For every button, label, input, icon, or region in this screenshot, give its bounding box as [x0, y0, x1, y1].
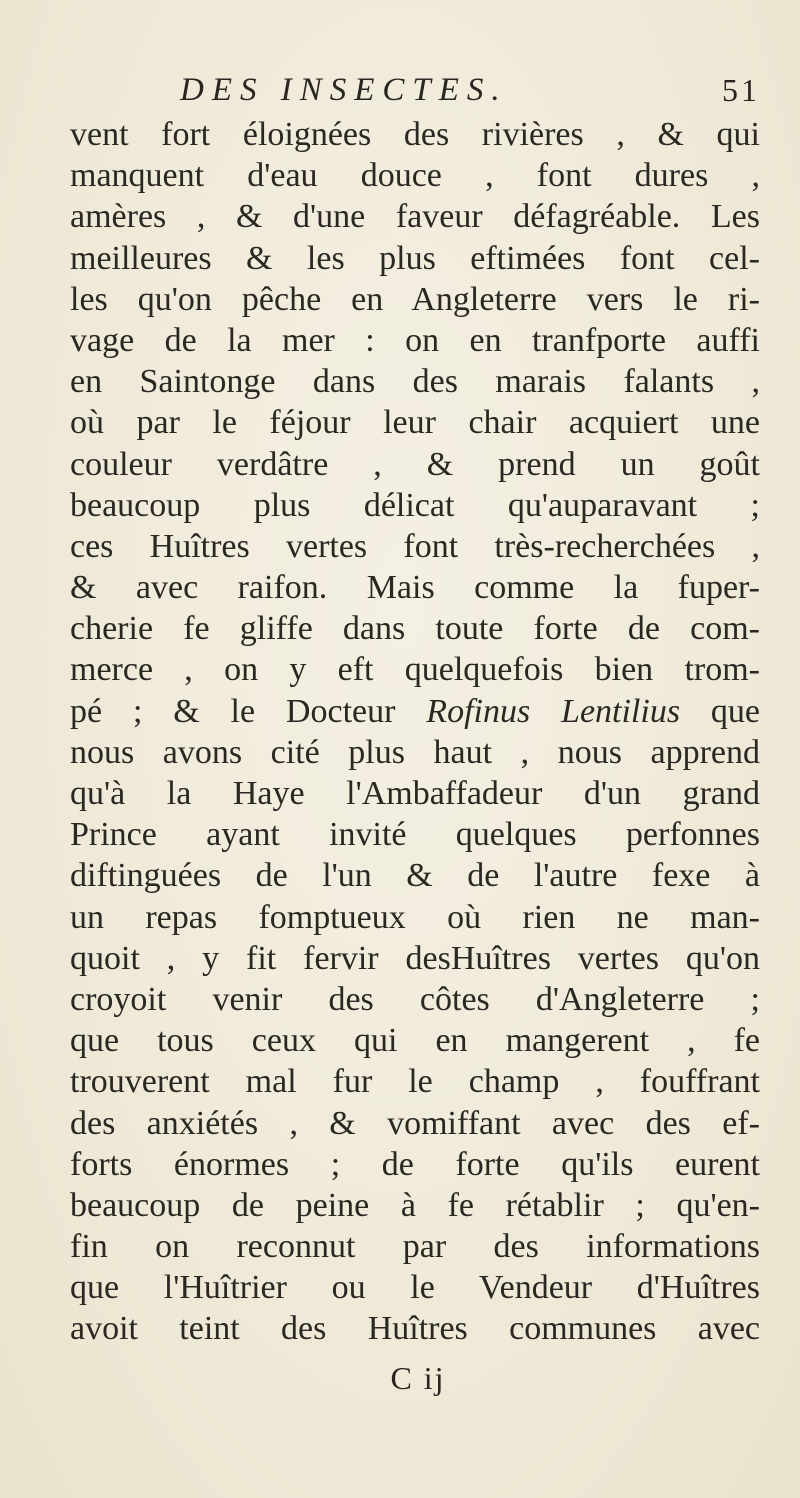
text-line: ces Huîtres vertes font très-recherchées ,: [70, 527, 760, 565]
text-line: avoit teint des Huîtres communes avec: [70, 1310, 760, 1348]
text-line: couleur verdâtre , & prend un goût: [70, 445, 760, 483]
text-line: quoit , y fit fervir desHuîtres vertes qu'on: [70, 939, 760, 977]
text-line: diftinguées de l'un & de l'autre fexe à: [70, 857, 760, 895]
italic-author-name: Rofinus Lentilius: [426, 692, 681, 730]
text-line: Prince ayant invité quelques perfonnes: [70, 816, 760, 854]
text-line: trouverent mal fur le champ , fouffrant: [70, 1063, 760, 1101]
page-number: 51: [722, 72, 760, 108]
text-line: des anxiétés , & vomiffant avec des ef-: [70, 1104, 760, 1142]
text-segment: que: [710, 692, 760, 730]
text-line-with-italic: [70, 691, 760, 732]
text-line: fin on reconnut par des informations: [70, 1228, 760, 1266]
signature-mark: [0, 1360, 800, 1397]
running-header: [180, 72, 760, 116]
text-line: un repas fomptueux où rien ne man-: [70, 898, 760, 936]
text-line: en Saintonge dans des marais falants ,: [70, 363, 760, 401]
text-line: manquent d'eau douce , font dures ,: [70, 157, 760, 195]
text-line: où par le féjour leur chair acquiert une: [70, 404, 760, 442]
text-line: beaucoup de peine à fe rétablir ; qu'en-: [70, 1186, 760, 1224]
text-line: forts énormes ; de forte qu'ils eurent: [70, 1145, 760, 1183]
text-line: cherie fe gliffe dans toute forte de com-: [70, 610, 760, 648]
text-line: que tous ceux qui en mangerent , fe: [70, 1022, 760, 1060]
text-line: nous avons cité plus haut , nous apprend: [70, 733, 760, 771]
text-line: beaucoup plus délicat qu'auparavant ;: [70, 486, 760, 524]
text-line: croyoit venir des côtes d'Angleterre ;: [70, 980, 760, 1018]
text-line: & avec raifon. Mais comme la fuper-: [70, 569, 760, 607]
text-line: que l'Huîtrier ou le Vendeur d'Huîtres: [70, 1269, 760, 1307]
running-title: DES INSECTES.: [180, 72, 508, 108]
body-text: [70, 114, 760, 1350]
text-line: vage de la mer : on en tranfporte auffi: [70, 321, 760, 359]
signature-text: C ij: [390, 1360, 446, 1396]
text-line: meilleures & les plus eftimées font cel-: [70, 239, 760, 277]
text-line: les qu'on pêche en Angleterre vers le ri-: [70, 280, 760, 318]
text-line: merce , on y eft quelquefois bien trom-: [70, 651, 760, 689]
text-segment: pé ; & le Docteur: [70, 692, 396, 730]
text-line: qu'à la Haye l'Ambaffadeur d'un grand: [70, 775, 760, 812]
text-line: vent fort éloignées des rivières , & qui: [70, 116, 760, 153]
text-line: amères , & d'une faveur défagréable. Les: [70, 198, 760, 236]
